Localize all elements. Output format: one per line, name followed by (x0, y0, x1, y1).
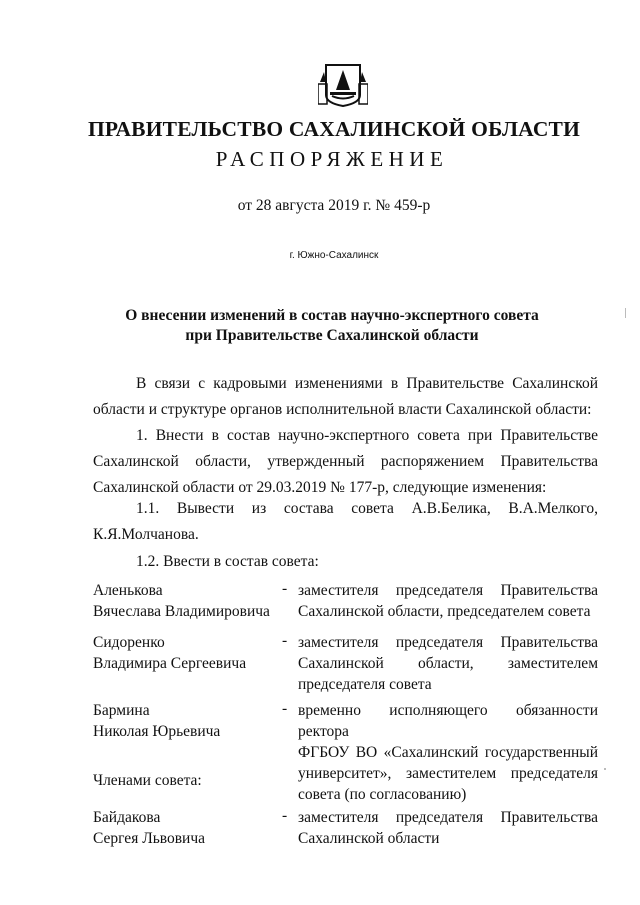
member-role (298, 632, 598, 695)
member-given-name: Владимира Сергеевича (93, 655, 247, 672)
item-1-paragraph: 1. Внести в состав научно-экспертного совета при Правительстве Сахалинской области, утвержденный распоряжением Правительства Сахалинской области от 29.03.2019 № 177-р, следующие изменения: (93, 427, 598, 496)
item-1-1-word: из (251, 500, 267, 517)
document-type: РАСПОРЯЖЕНИЕ (215, 147, 449, 171)
member-role-line: заместителя председателя Правительства (298, 582, 598, 599)
document-subject (12, 306, 640, 346)
item-1-1-word: 1.1. (136, 500, 160, 517)
member-given-name: Николая Юрьевича (93, 723, 221, 740)
member-role-line: Сахалинской области, заместителем (298, 655, 598, 672)
member-role (298, 807, 598, 849)
member-dash: - (282, 580, 288, 597)
item-1-1-line (93, 500, 598, 518)
member-dash: - (282, 700, 288, 717)
member-name (93, 807, 205, 849)
member-surname: Аленькова (93, 582, 163, 599)
item-1-1-word: Вывести (176, 500, 235, 517)
scan-mark (604, 768, 606, 770)
member-role-line: Сахалинской области (298, 830, 440, 847)
item-1-1-word: совета (351, 500, 394, 517)
member-surname: Байдакова (93, 809, 161, 826)
member-surname: Бармина (93, 702, 150, 719)
item-1-1-word: состава (283, 500, 334, 517)
member-role (298, 580, 598, 622)
members-label: Членами совета: (93, 772, 202, 789)
member-name (93, 700, 220, 742)
organization-title: ПРАВИТЕЛЬСТВО САХАЛИНСКОЙ ОБЛАСТИ (87, 117, 581, 141)
member-role-line: временно исполняющего обязанности ректора (298, 702, 598, 740)
scan-mark (625, 308, 626, 318)
member-role-line: университет», заместителем председателя (298, 765, 598, 782)
member-dash: - (282, 632, 288, 649)
item-1-1-continuation: К.Я.Молчанова. (93, 526, 199, 543)
member-role-line: Сахалинской области, председателем совета (298, 603, 591, 620)
member-role-line: совета (по согласованию) (298, 786, 467, 803)
member-given-name: Сергея Львовича (93, 830, 206, 847)
intro-paragraph: В связи с кадровыми изменениями в Правительстве Сахалинской области и структуре органов исполнительной власти Сахалинской области: (93, 375, 598, 418)
member-given-name: Вячеслава Владимировича (93, 603, 270, 620)
member-dash: - (282, 807, 288, 824)
member-role-line: ФГБОУ ВО «Сахалинский государственный (298, 744, 598, 761)
item-1-1-word: В.А.Мелкого, (508, 500, 598, 517)
document-city: г. Южно-Сахалинск (289, 250, 379, 261)
member-role (298, 700, 598, 805)
member-role-line: заместителя председателя Правительства (298, 634, 598, 651)
item-1-2-heading: 1.2. Ввести в состав совета: (136, 553, 319, 570)
member-role-line: заместителя председателя Правительства (298, 809, 598, 826)
document-date-number: от 28 августа 2019 г. № 459-р (237, 197, 431, 214)
member-name (93, 580, 270, 622)
member-name (93, 632, 246, 674)
subject-line-2: при Правительстве Сахалинской области (185, 327, 479, 344)
subject-line-1: О внесении изменений в состав научно-экспертного совета (125, 307, 539, 324)
member-surname: Сидоренко (93, 634, 165, 651)
member-role-line: председателя совета (298, 676, 432, 693)
sakhalin-coat-of-arms-icon (318, 62, 368, 108)
item-1-1-word: А.В.Белика, (411, 500, 491, 517)
